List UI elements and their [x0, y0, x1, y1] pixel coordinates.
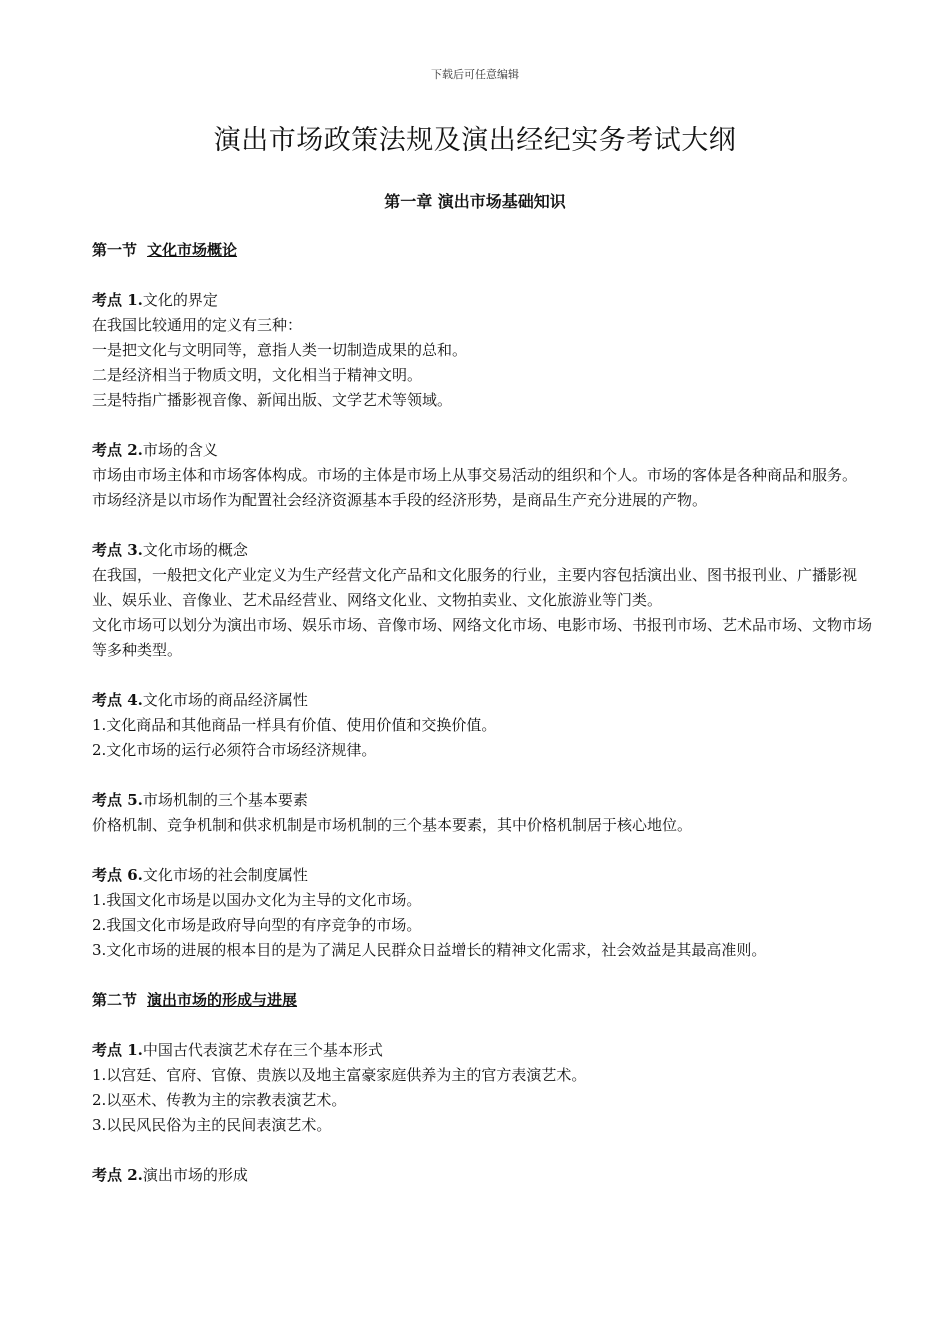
paragraph: 文化市场可以划分为演出市场、娱乐市场、音像市场、网络文化市场、电影市场、书报刊市场、艺术品市场、文物市场等多种类型。 [92, 616, 873, 659]
section-name: 演出市场的形成与进展 [147, 991, 298, 1009]
exam-point [92, 288, 882, 413]
exam-point-label: 考点 1. [92, 1041, 143, 1059]
exam-point-title [92, 1163, 882, 1188]
paragraph: 1.文化商品和其他商品一样具有价值、使用价值和交换价值。 [92, 716, 497, 734]
page-header-note: 下载后可任意编辑 [431, 68, 519, 81]
paragraph: 3.以民风民俗为主的民间表演艺术。 [92, 1116, 332, 1134]
exam-point-title [92, 788, 882, 813]
section-heading [92, 238, 882, 263]
exam-point-label: 考点 3. [92, 541, 143, 559]
exam-point-label: 考点 2. [92, 1166, 143, 1184]
section-heading [92, 988, 882, 1013]
exam-point [92, 688, 882, 763]
exam-point-label: 考点 1. [92, 291, 143, 309]
exam-point-topic: 市场机制的三个基本要素 [142, 791, 308, 809]
exam-point [92, 438, 882, 513]
exam-point-title [92, 863, 882, 888]
exam-point-title [92, 438, 882, 463]
paragraph: 三是特指广播影视音像、新闻出版、文学艺术等领域。 [92, 391, 453, 409]
exam-point-label: 考点 2. [92, 441, 143, 459]
paragraph: 二是经济相当于物质文明，文化相当于精神文明。 [92, 366, 423, 384]
exam-point-label: 考点 5. [92, 791, 143, 809]
exam-point-label: 考点 6. [92, 866, 143, 884]
exam-point-topic: 文化市场的概念 [142, 541, 248, 559]
paragraph: 价格机制、竞争机制和供求机制是市场机制的三个基本要素，其中价格机制居于核心地位。 [92, 816, 693, 834]
exam-point [92, 788, 882, 838]
paragraph: 一是把文化与文明同等，意指人类一切制造成果的总和。 [92, 341, 468, 359]
paragraph: 1.我国文化市场是以国办文化为主导的文化市场。 [92, 891, 422, 909]
exam-point [92, 1038, 882, 1138]
paragraph: 2.文化市场的运行必须符合市场经济规律。 [92, 741, 377, 759]
exam-point [92, 1163, 882, 1188]
exam-point-topic: 文化市场的社会制度属性 [142, 866, 308, 884]
exam-point-topic: 中国古代表演艺术存在三个基本形式 [142, 1041, 383, 1059]
exam-point-title [92, 688, 882, 713]
paragraph: 2.我国文化市场是政府导向型的有序竞争的市场。 [92, 916, 422, 934]
section-number: 第一节 [92, 241, 138, 259]
exam-point [92, 863, 882, 963]
paragraph: 3.文化市场的进展的根本目的是为了满足人民群众日益增长的精神文化需求，社会效益是其最高准则。 [92, 941, 767, 959]
section-number: 第二节 [92, 991, 138, 1009]
exam-point-topic: 市场的含义 [142, 441, 218, 459]
exam-point-title [92, 1038, 882, 1063]
exam-point-title [92, 288, 882, 313]
exam-point-title [92, 538, 882, 563]
exam-point [92, 538, 882, 663]
exam-point-topic: 演出市场的形成 [142, 1166, 248, 1184]
document-title: 演出市场政策法规及演出经纪实务考试大纲 [213, 125, 737, 156]
section-name: 文化市场概论 [147, 241, 238, 259]
paragraph: 在我国，一般把文化产业定义为生产经营文化产品和文化服务的行业，主要内容包括演出业、图书报刊业、广播影视业、娱乐业、音像业、艺术品经营业、网络文化业、文物拍卖业、文化旅游业等门类。 [92, 566, 858, 609]
chapter-title: 第一章 演出市场基础知识 [384, 192, 566, 211]
exam-point-topic: 文化的界定 [142, 291, 218, 309]
paragraph: 市场由市场主体和市场客体构成。市场的主体是市场上从事交易活动的组织和个人。市场的客体是各种商品和服务。 [92, 466, 858, 484]
exam-point-label: 考点 4. [92, 691, 143, 709]
exam-point-topic: 文化市场的商品经济属性 [142, 691, 308, 709]
paragraph: 1.以宫廷、官府、官僚、贵族以及地主富豪家庭供养为主的官方表演艺术。 [92, 1066, 587, 1084]
paragraph: 市场经济是以市场作为配置社会经济资源基本手段的经济形势，是商品生产充分进展的产物。 [92, 491, 708, 509]
paragraph: 在我国比较通用的定义有三种： [92, 316, 303, 334]
document-body [92, 238, 882, 1188]
paragraph: 2.以巫术、传教为主的宗教表演艺术。 [92, 1091, 347, 1109]
